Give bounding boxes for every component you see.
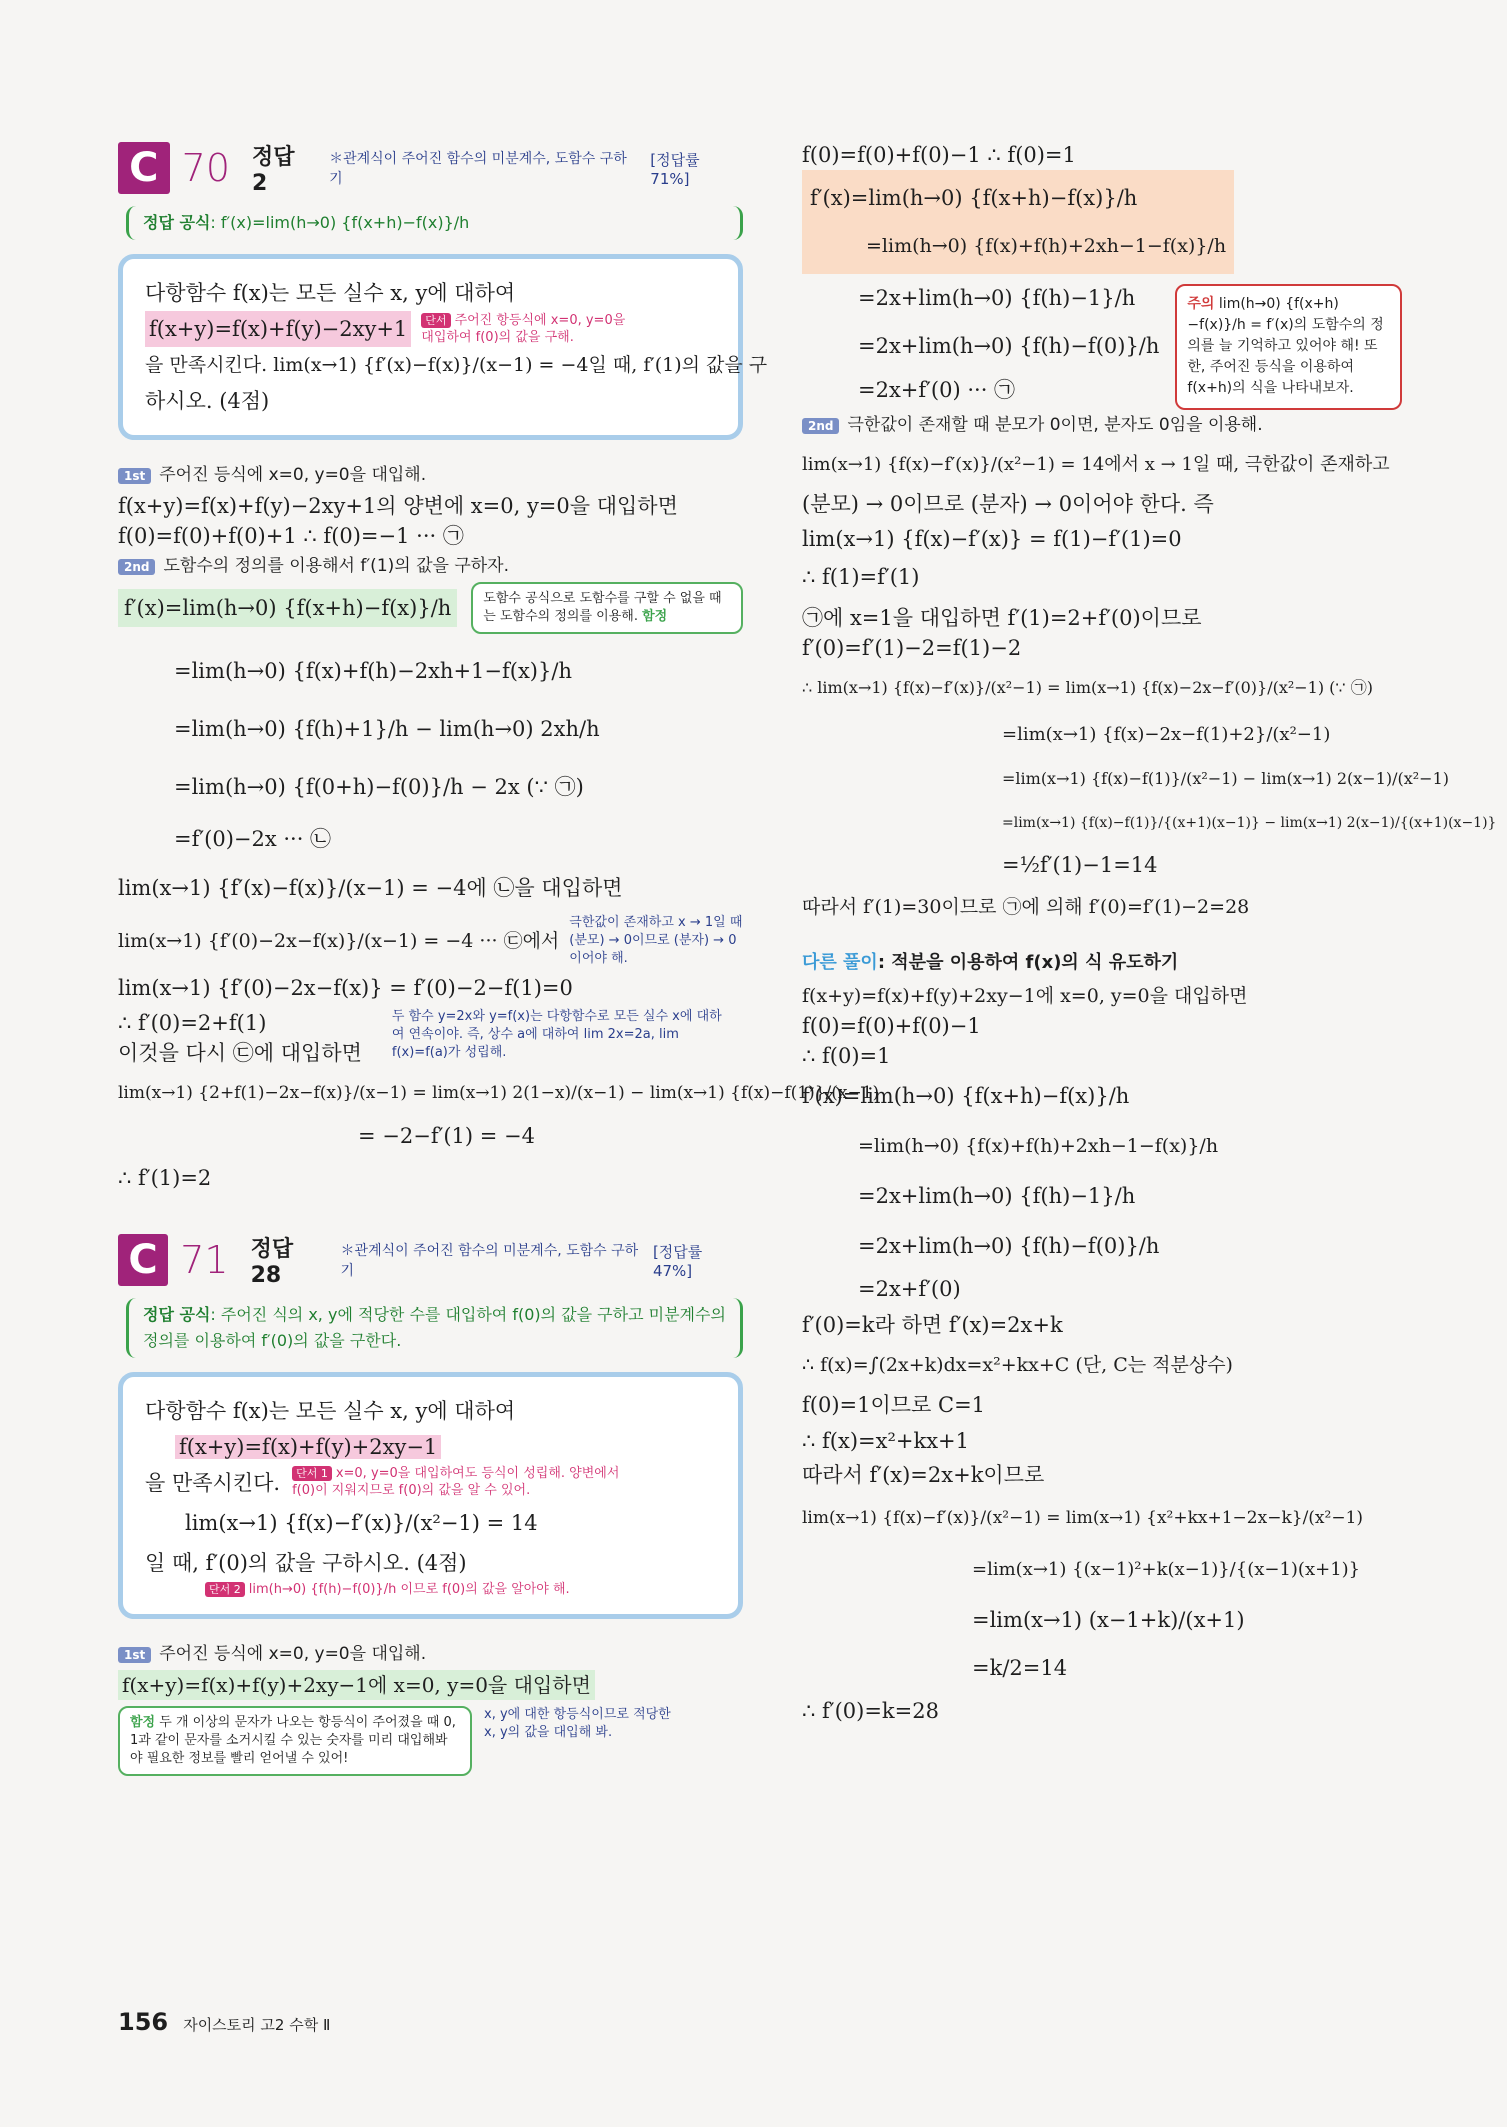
answer: 정답 28 — [250, 1237, 294, 1288]
page-footer — [118, 2008, 330, 2036]
solution-line: f(0)=f(0)+f(0)−1 — [802, 1014, 981, 1038]
solution-line: f′(0)=k라 하면 f′(x)=2x+k — [802, 1313, 1063, 1337]
solution-line: f(x+y)=f(x)+f(y)+2xy−1에 x=0, y=0을 대입하면 — [802, 985, 1248, 1007]
solution-line: =k/2=14 — [972, 1656, 1068, 1680]
problem-70-header — [118, 140, 743, 196]
page-number: 156 — [118, 2008, 169, 2036]
solution-line: =lim(x→1) {f(x)−f(1)}/{(x+1)(x−1)} − lim(x→1) 2(x−1)/{(x+1)(x−1)} — [1002, 815, 1497, 831]
solution-line: f′(x)=lim(h→0) {f(x+h)−f(x)}/h — [118, 589, 457, 627]
topic-tag: ＊관계식이 주어진 함수의 미분계수, 도함수 구하기 — [340, 1243, 639, 1279]
book-title: 자이스토리 고2 수학 Ⅱ — [183, 2016, 331, 2034]
solution-line: f′(x)=lim(h→0) {f(x+h)−f(x)}/h — [810, 186, 1138, 210]
solution-line: =2x+lim(h→0) {f(h)−f(0)}/h — [858, 334, 1160, 358]
solution-line: =lim(x→1) {(x−1)²+k(x−1)}/{(x−1)(x+1)} — [972, 1559, 1361, 1580]
identity: f(x+y)=f(x)+f(y)−2xy+1 — [145, 311, 411, 347]
solution-line: ∴ f(x)=x²+kx+1 — [802, 1429, 970, 1453]
solution-line: ∴ lim(x→1) {f(x)−f′(x)}/(x²−1) = lim(x→1) {f(x)−2x−f′(0)}/(x²−1) (∵ ㉠) — [802, 678, 1373, 697]
solution-line: =2x+lim(h→0) {f(h)−f(0)}/h — [858, 1234, 1160, 1258]
solution-line: ∴ f(x)=∫(2x+k)dx=x²+kx+C (단, C는 적분상수) — [802, 1354, 1233, 1376]
question-line: 일 때, f′(0)의 값을 구하시오. (4점) — [145, 1551, 467, 1575]
problem-71-header — [118, 1232, 743, 1288]
solution-line: = −2−f′(1) = −4 — [358, 1124, 536, 1148]
answer-formula: 정답 공식: f′(x)=lim(h→0) {f(x+h)−f(x)}/h — [126, 206, 743, 240]
solution-line: 따라서 f′(x)=2x+k이므로 — [802, 1463, 1045, 1487]
answer: 정답 2 — [252, 145, 295, 196]
solution-line: =lim(x→1) {f(x)−2x−f(1)+2}/(x²−1) — [1002, 724, 1331, 745]
right-column — [802, 140, 1497, 1731]
solution-line: lim(x→1) {f(x)−f′(x)} = f(1)−f′(1)=0 — [802, 527, 1182, 551]
solution-line: lim(x→1) {f′(x)−f(x)}/(x−1) = −4에 ㉡을 대입하면 — [118, 876, 623, 900]
solution-line: =lim(h→0) {f(x)+f(h)−2xh+1−f(x)}/h — [174, 659, 572, 683]
clue-1: 단서 1 x=0, y=0을 대입하여도 등식이 성립해. 양변에서 f(0)이 지워지므로 f(0)의 값을 알 수 있어. — [292, 1466, 620, 1498]
question-box — [118, 254, 768, 440]
correct-rate: [정답률 47%] — [652, 1242, 703, 1280]
question-line: 다항함수 f(x)는 모든 실수 x, y에 대하여 — [145, 1399, 516, 1423]
question-line: 을 만족시킨다. — [145, 1471, 281, 1495]
clue-2: 단서 2 lim(h→0) {f(h)−f(0)}/h 이므로 f(0)의 값을 알아야 해. — [145, 1581, 716, 1598]
solution-line: =f′(0)−2x ··· ㉡ — [174, 827, 332, 851]
question-line: 을 만족시킨다. lim(x→1) {f′(x)−f(x)}/(x−1) = −4일 때, f′(1)의 값을 구 — [145, 354, 768, 376]
question-line: 다항함수 f(x)는 모든 실수 x, y에 대하여 — [145, 281, 516, 305]
solution-line: f′(0)=f′(1)−2=f(1)−2 — [802, 636, 1022, 660]
solution-line: ∴ f(1)=f′(1) — [802, 565, 920, 589]
solution-line: =2x+lim(h→0) {f(h)−1}/h — [858, 286, 1136, 310]
question-box — [118, 1372, 743, 1619]
step-1: 1st 주어진 등식에 x=0, y=0을 대입해. — [118, 1639, 743, 1670]
problem-number: 70 — [181, 146, 231, 190]
c-badge: C — [118, 142, 170, 194]
step-1: 1st 주어진 등식에 x=0, y=0을 대입해. — [118, 460, 743, 491]
problem-number: 71 — [180, 1238, 229, 1282]
answer-formula: 정답 공식: 주어진 식의 x, y에 적당한 수를 대입하여 f(0)의 값을 구하고 미분계수의 정의를 이용하여 f′(0)의 값을 구한다. — [126, 1298, 743, 1358]
solution-line: f(x+y)=f(x)+f(y)+2xy−1에 x=0, y=0을 대입하면 — [118, 1670, 595, 1700]
side-note: 두 함수 y=2x와 y=f(x)는 다항함수로 모든 실수 x에 대하여 연속이야. 즉, 상수 a에 대하여 lim 2x=2a, lim f(x)=f(a)가 성립해. — [391, 1009, 722, 1060]
side-note: 극한값이 존재하고 x → 1일 때 (분모) → 0이므로 (분자) → 0이어야 해. — [569, 915, 743, 966]
solution-line: lim(x→1) {2+f(1)−2x−f(x)}/(x−1) = lim(x→1) 2(1−x)/(x−1) − lim(x→1) {f(x)−f(1)}/(x−1) — [118, 1083, 880, 1103]
topic-tag: ＊관계식이 주어진 함수의 미분계수, 도함수 구하기 — [329, 151, 627, 187]
caution-note: 주의 lim(h→0) {f(x+h)−f(x)}/h = f′(x)의 도함수의 정의를 늘 기억하고 있어야 해! 또한, 주어진 등식을 이용하여 f(x+h)의 식을 나타내보자. — [1175, 284, 1402, 410]
solution-line: =2x+f′(0) — [858, 1277, 961, 1301]
solution-line: f(0)=f(0)+f(0)−1 ∴ f(0)=1 — [802, 143, 1076, 167]
solution-line: ∴ f(0)=1 — [802, 1044, 891, 1068]
side-note: x, y에 대한 항등식이므로 적당한 x, y의 값을 대입해 봐. — [484, 1707, 671, 1740]
solution-line: =lim(x→1) (x−1+k)/(x+1) — [972, 1608, 1245, 1632]
solution-line: ∴ f′(1)=2 — [118, 1166, 212, 1190]
solution-line: =lim(h→0) {f(x)+f(h)+2xh−1−f(x)}/h — [866, 235, 1227, 257]
solution-line: lim(x→1) {f(x)−f′(x)}/(x²−1) = lim(x→1) {x²+kx+1−2x−k}/(x²−1) — [802, 1508, 1364, 1528]
trap-note: 함정 두 개 이상의 문자가 나오는 항등식이 주어졌을 때 0, 1과 같이 문자를 소거시킬 수 있는 숫자를 미리 대입해봐야 필요한 정보를 빨리 얻어낼 수 있어! — [118, 1706, 472, 1776]
solution-line: lim(x→1) {f(x)−f′(x)}/(x²−1) = 14에서 x → 1일 때, 극한값이 존재하고 — [802, 454, 1390, 475]
correct-rate: [정답률 71%] — [650, 150, 700, 188]
solution-line: ㉠에 x=1을 대입하면 f′(1)=2+f′(0)이므로 — [802, 606, 1202, 630]
solution-line: (분모) → 0이므로 (분자) → 0이어야 한다. 즉 — [802, 492, 1214, 516]
solution-line: =lim(h→0) {f(h)+1}/h − lim(h→0) 2xh/h — [174, 717, 600, 741]
solution-line: =lim(h→0) {f(x)+f(h)+2xh−1−f(x)}/h — [858, 1135, 1219, 1157]
solution-line: =2x+lim(h→0) {f(h)−1}/h — [858, 1184, 1136, 1208]
solution-line: f(0)=1이므로 C=1 — [802, 1393, 986, 1417]
solution-line: ∴ f′(0)=2+f(1) — [118, 1011, 267, 1035]
solution-line: lim(x→1) {f′(0)−2x−f(x)}/(x−1) = −4 ··· ㉢에서 — [118, 930, 560, 952]
solution-line: 따라서 f′(1)=30이므로 ㉠에 의해 f′(0)=f′(1)−2=28 — [802, 896, 1250, 918]
solution-line: f(0)=f(0)+f(0)+1 ∴ f(0)=−1 ··· ㉠ — [118, 524, 464, 548]
solution-line: ∴ f′(0)=k=28 — [802, 1699, 939, 1723]
step-2: 2nd 도함수의 정의를 이용해서 f′(1)의 값을 구하자. — [118, 551, 743, 582]
alternate-solution-title: 다른 풀이: 적분을 이용하여 f(x)의 식 유도하기 — [802, 952, 1179, 973]
trap-note: 도함수 공식으로 도함수를 구할 수 없을 때는 도함수의 정의를 이용해. 함정 — [471, 582, 743, 634]
solution-line: 이것을 다시 ㉢에 대입하면 — [118, 1041, 362, 1065]
identity: f(x+y)=f(x)+f(y)+2xy−1 — [175, 1435, 441, 1459]
clue: 단서 주어진 항등식에 x=0, y=0을 대입하여 f(0)의 값을 구해. — [421, 313, 626, 345]
solution-line: f(x+y)=f(x)+f(y)−2xy+1의 양변에 x=0, y=0을 대입하면 — [118, 494, 678, 518]
solution-line: =½f′(1)−1=14 — [1002, 853, 1158, 877]
solution-line: f′(x)=lim(h→0) {f(x+h)−f(x)}/h — [802, 1084, 1130, 1108]
step-2: 2nd 극한값이 존재할 때 분모가 0이면, 분자도 0임을 이용해. — [802, 410, 1402, 441]
question-line: 하시오. (4점) — [145, 389, 270, 413]
solution-line: =2x+f′(0) ··· ㉠ — [858, 378, 1016, 402]
solution-line: lim(x→1) {f′(0)−2x−f(x)} = f′(0)−2−f(1)=0 — [118, 976, 573, 1000]
c-badge: C — [118, 1234, 168, 1286]
question-line: lim(x→1) {f(x)−f′(x)}/(x²−1) = 14 — [185, 1511, 538, 1535]
solution-line: =lim(x→1) {f(x)−f(1)}/(x²−1) − lim(x→1) 2(x−1)/(x²−1) — [1002, 769, 1450, 788]
solution-line: =lim(h→0) {f(0+h)−f(0)}/h − 2x (∵ ㉠) — [174, 775, 584, 799]
